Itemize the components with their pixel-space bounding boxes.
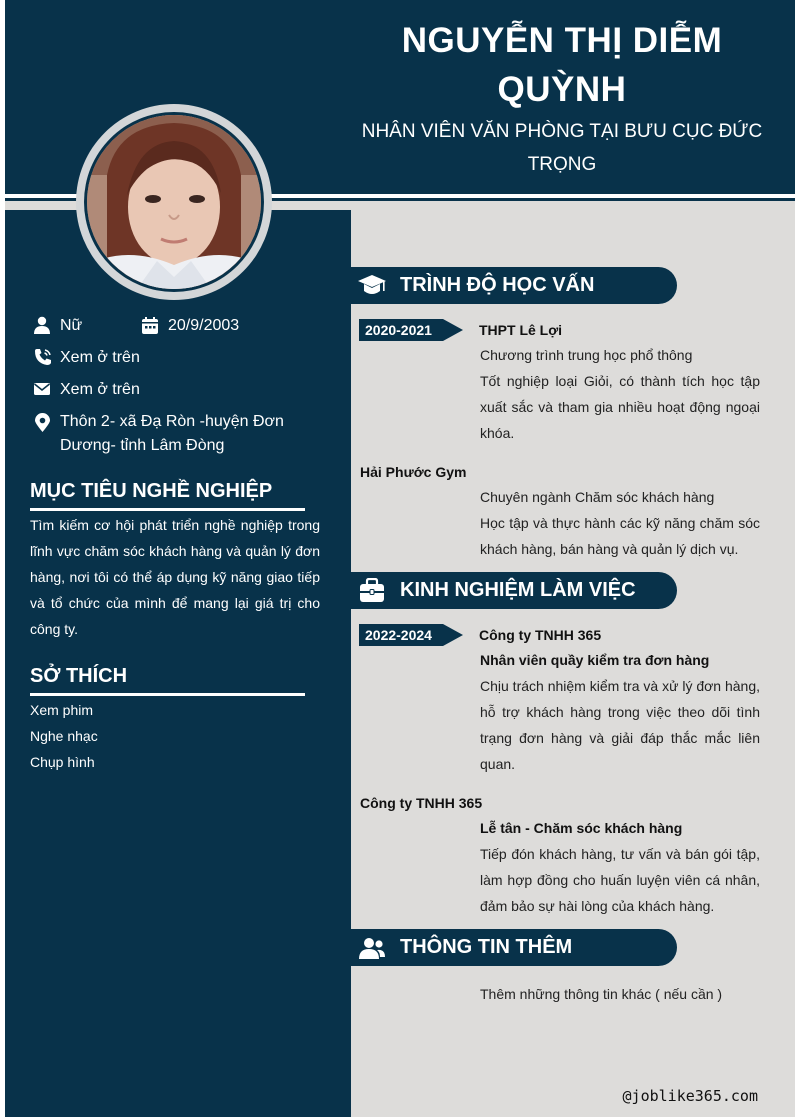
- hobby-item: Nghe nhạc: [30, 728, 98, 744]
- experience-description: Tiếp đón khách hàng, tư vấn và bán gói tập, làm hợp đồng cho huấn luyện viên cá nhân, đảm bảo sự hài lòng của khách hàng.: [480, 846, 760, 914]
- experience-date: 2022-2024: [365, 627, 432, 643]
- education-program: Chuyên ngành Chăm sóc khách hàng: [480, 489, 715, 505]
- objective-text: Tìm kiếm cơ hội phát triển nghề nghiệp trong lĩnh vực chăm sóc khách hàng và quản lý đơn hàng, nơi tôi có thể áp dụng kỹ năng giao tiếp và tổ chức của mình để mang lại giá trị cho công ty.: [30, 517, 320, 637]
- hobby-item: Xem phim: [30, 702, 94, 718]
- experience-company: Công ty TNHH 365: [479, 627, 602, 643]
- phone-icon: [34, 348, 52, 366]
- calendar-icon: [142, 317, 160, 335]
- candidate-job-title: NHÂN VIÊN VĂN PHÒNG TẠI BƯU CỤC ĐỨC TRỌNG: [361, 121, 763, 175]
- hobbies-underline: [30, 693, 305, 696]
- objective-underline: [30, 508, 305, 511]
- gender-value: Nữ: [60, 317, 83, 334]
- address-value: Thôn 2- xã Đạ Ròn -huyện Đơn Dương- tỉnh Lâm Đòng: [60, 413, 284, 454]
- person-icon: [34, 316, 52, 334]
- experience-role: Nhân viên quầy kiểm tra đơn hàng: [480, 652, 710, 668]
- additional-section-header: [346, 929, 677, 966]
- phone-value: Xem ở trên: [60, 349, 140, 366]
- hobbies-heading: SỞ THÍCH: [30, 665, 128, 687]
- email-icon: [34, 382, 52, 400]
- experience-company: Công ty TNHH 365: [360, 795, 483, 811]
- additional-text: Thêm những thông tin khác ( nếu cần ): [480, 986, 723, 1002]
- email-value: Xem ở trên: [60, 381, 140, 398]
- hobby-item: Chụp hình: [30, 754, 95, 770]
- objective-heading: MỤC TIÊU NGHỀ NGHIỆP: [30, 480, 273, 502]
- users-icon: [358, 935, 386, 961]
- experience-heading: KINH NGHIỆM LÀM VIỆC: [400, 579, 636, 601]
- additional-heading: THÔNG TIN THÊM: [400, 936, 573, 958]
- briefcase-icon: [358, 578, 386, 604]
- experience-section-header: [346, 572, 677, 609]
- avatar: [76, 104, 272, 300]
- education-section-header: [346, 267, 677, 304]
- education-description: Học tập và thực hành các kỹ năng chăm sóc khách hàng, bán hàng và quản lý dịch vụ.: [480, 515, 760, 557]
- experience-description: Chịu trách nhiệm kiểm tra và xử lý đơn hàng, hỗ trợ khách hàng trong việc theo dõi tình trạng đơn hàng và giải đáp thắc mắc liên quan.: [480, 678, 761, 772]
- candidate-name: NGUYỄN THỊ DIỄM QUỲNH: [401, 21, 723, 109]
- education-school: THPT Lê Lợi: [479, 322, 563, 338]
- birthday-value: 20/9/2003: [168, 317, 240, 334]
- location-pin-icon: [35, 413, 53, 431]
- profile-photo: [87, 115, 261, 289]
- watermark: @joblike365.com: [622, 1087, 758, 1105]
- education-date-tag: [359, 319, 463, 341]
- graduation-cap-icon: [358, 273, 386, 299]
- education-description: Tốt nghiệp loại Giỏi, có thành tích học tập xuất sắc và tham gia nhiều hoạt động ngoại khóa.: [480, 373, 760, 441]
- education-heading: TRÌNH ĐỘ HỌC VẤN: [400, 274, 595, 296]
- education-school: Hải Phước Gym: [360, 464, 467, 480]
- experience-role: Lễ tân - Chăm sóc khách hàng: [480, 820, 683, 836]
- experience-date-tag: [359, 624, 463, 646]
- left-sidebar: [5, 210, 351, 1117]
- education-program: Chương trình trung học phổ thông: [480, 347, 693, 363]
- education-date: 2020-2021: [365, 322, 432, 338]
